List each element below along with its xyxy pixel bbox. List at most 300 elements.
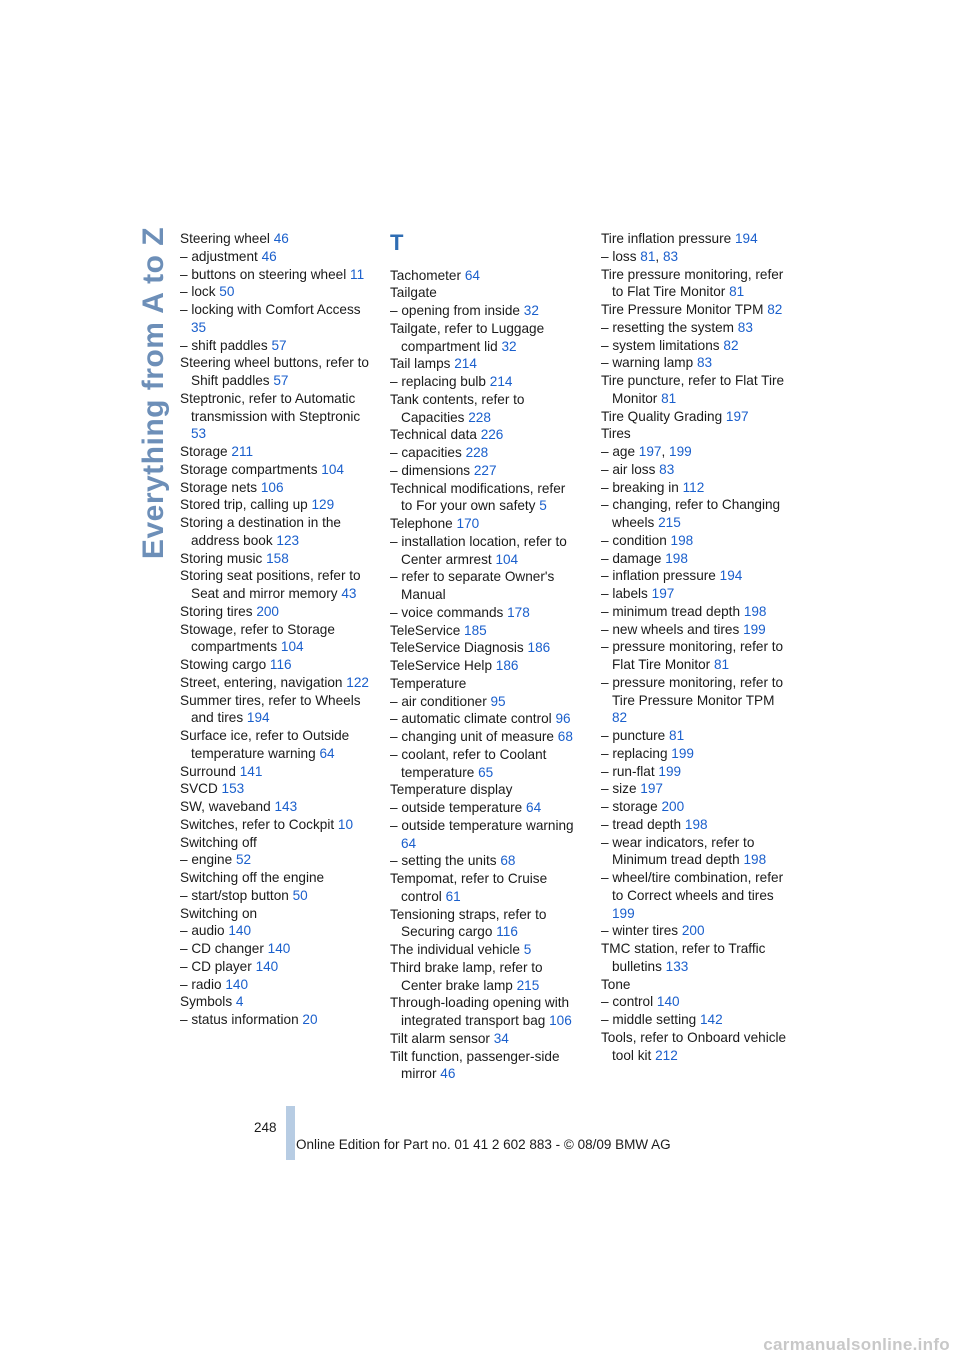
index-entry bbox=[390, 302, 580, 320]
index-entry bbox=[390, 817, 580, 853]
page-reference-link[interactable]: 104 bbox=[280, 639, 304, 655]
page-reference-link[interactable]: 82 bbox=[723, 337, 739, 353]
page-reference-link[interactable]: 104 bbox=[321, 461, 344, 477]
index-entry bbox=[180, 656, 370, 674]
page-reference-link[interactable]: 170 bbox=[456, 516, 480, 531]
index-entry bbox=[601, 780, 791, 798]
index-entry-text: Storage nets bbox=[180, 479, 261, 495]
index-entry-text: SVCD bbox=[180, 781, 222, 797]
page-reference-link[interactable]: 197 bbox=[640, 781, 663, 797]
index-entry-text: Through-loading opening with integrated transport bag bbox=[390, 995, 570, 1028]
index-entry-text: – buttons on steering wheel bbox=[180, 266, 351, 282]
index-entry-text: – installation location, refer to Center armrest bbox=[390, 533, 567, 567]
index-entry-text: Tire puncture, refer to Flat Tire Monitor bbox=[601, 373, 785, 406]
index-entry bbox=[180, 514, 370, 550]
index-entry bbox=[601, 354, 791, 372]
index-entry-text: – middle setting bbox=[601, 1012, 700, 1027]
index-entry bbox=[180, 798, 370, 816]
index-entry-text: – winter tires bbox=[601, 923, 682, 939]
page-reference-link[interactable]: 185 bbox=[464, 622, 487, 638]
index-entry bbox=[180, 337, 370, 355]
index-entry-text: – puncture bbox=[601, 728, 670, 743]
index-entry-text: – lock bbox=[180, 284, 220, 300]
index-column-3 bbox=[601, 230, 791, 1064]
page-reference-link[interactable]: 194 bbox=[246, 710, 270, 726]
page-reference-link[interactable]: 158 bbox=[266, 550, 289, 566]
index-entry-text: – minimum tread depth bbox=[601, 603, 744, 619]
index-entry bbox=[390, 657, 580, 675]
index-column-1 bbox=[180, 230, 370, 1029]
index-entry bbox=[390, 639, 580, 657]
index-entry bbox=[601, 603, 791, 621]
page-reference-link[interactable]: 140 bbox=[267, 941, 291, 956]
index-entry bbox=[601, 1011, 791, 1029]
index-entry-text: Tachometer bbox=[390, 267, 465, 283]
page-reference-link[interactable]: 214 bbox=[489, 374, 513, 389]
page-reference-link[interactable]: 200 bbox=[681, 923, 705, 939]
page-reference-link[interactable]: 228 bbox=[468, 409, 491, 425]
index-entry-text: – capacities bbox=[390, 445, 466, 460]
index-entry bbox=[601, 940, 791, 976]
index-entry-text: – air conditioner bbox=[390, 693, 491, 709]
index-entry bbox=[601, 816, 791, 834]
page-reference-link[interactable]: 64 bbox=[526, 800, 542, 815]
index-entry-text: Tempomat, refer to Cruise control bbox=[390, 871, 548, 904]
index-entry bbox=[180, 851, 370, 869]
index-entry-text: – replacing bulb bbox=[390, 374, 490, 389]
page-reference-link[interactable]: 82 bbox=[767, 302, 783, 317]
index-entry-text: TeleService Help bbox=[390, 658, 496, 673]
page-reference-link[interactable]: 81 bbox=[640, 248, 656, 264]
index-entry bbox=[180, 869, 370, 887]
index-entry-text: Steptronic, refer to Automatic transmission with Steptronic bbox=[180, 390, 361, 424]
index-entry bbox=[601, 408, 791, 426]
page-reference-link[interactable]: 140 bbox=[225, 976, 249, 992]
index-entry-text: – opening from inside bbox=[390, 303, 524, 318]
index-entry-text: – labels bbox=[601, 586, 652, 601]
index-entry bbox=[601, 230, 791, 248]
index-entry-text: – tread depth bbox=[601, 816, 685, 832]
page-reference-link[interactable]: 83 bbox=[696, 355, 713, 371]
index-entry bbox=[180, 550, 370, 568]
page-reference-link[interactable]: 212 bbox=[655, 1047, 678, 1063]
index-entry bbox=[390, 781, 580, 799]
page-reference-link[interactable]: 215 bbox=[516, 977, 540, 993]
page-reference-link[interactable]: 64 bbox=[401, 835, 417, 851]
page-reference-link[interactable]: 199 bbox=[658, 763, 682, 779]
index-entry-text: TeleService Diagnosis bbox=[390, 640, 528, 656]
index-entry bbox=[180, 266, 370, 284]
index-entry bbox=[180, 443, 370, 461]
page-reference-link[interactable]: 199 bbox=[671, 745, 694, 761]
index-entry-text: – radio bbox=[180, 976, 226, 992]
index-entry-text: Tone bbox=[601, 976, 631, 992]
index-entry-text: – air loss bbox=[601, 461, 660, 477]
index-entry bbox=[390, 622, 580, 640]
index-entry-text: Symbols bbox=[180, 994, 236, 1010]
index-entry-text: – automatic climate control bbox=[390, 711, 556, 727]
index-entry bbox=[601, 319, 791, 337]
index-letter-heading: T bbox=[390, 230, 404, 255]
index-entry-text: Tools, refer to Onboard vehicle tool kit bbox=[601, 1029, 787, 1063]
page-reference-link[interactable]: 199 bbox=[743, 621, 766, 637]
page-reference-link[interactable]: 143 bbox=[274, 799, 298, 814]
page-reference-link[interactable]: 57 bbox=[273, 373, 289, 388]
index-entry bbox=[601, 567, 791, 585]
index-entry-text: Street, entering, navigation bbox=[180, 674, 347, 690]
index-entry bbox=[390, 710, 580, 728]
page-reference-link[interactable]: 64 bbox=[319, 745, 335, 761]
page-reference-link[interactable]: 64 bbox=[464, 267, 480, 283]
index-entry bbox=[390, 994, 580, 1030]
index-entry bbox=[180, 496, 370, 514]
index-entry-text: – loss bbox=[601, 248, 641, 264]
index-entry bbox=[180, 390, 370, 443]
index-entry-text: – dimensions bbox=[390, 462, 474, 478]
index-entry-text: Temperature display bbox=[390, 782, 513, 798]
index-entry bbox=[180, 1011, 370, 1029]
index-entry-text: – changing, refer to Changing wheels bbox=[601, 497, 781, 530]
index-entry-text: – pressure monitoring, refer to Flat Tire Monitor bbox=[601, 639, 784, 672]
page-reference-link[interactable]: 200 bbox=[661, 799, 685, 814]
index-entry-text: – engine bbox=[180, 852, 236, 868]
index-entry-text: – new wheels and tires bbox=[601, 621, 744, 637]
index-entry bbox=[390, 906, 580, 942]
index-entry bbox=[180, 922, 370, 940]
page-reference-link[interactable]: 194 bbox=[719, 568, 743, 584]
page-reference-link[interactable]: 227 bbox=[473, 462, 497, 478]
index-entry bbox=[390, 1048, 580, 1084]
page-reference-link[interactable]: 198 bbox=[670, 532, 694, 548]
index-entry bbox=[601, 532, 791, 550]
index-entry-text: Tailgate bbox=[390, 285, 437, 301]
index-entry-text: – audio bbox=[180, 923, 229, 939]
index-entry bbox=[601, 621, 791, 639]
index-entry-text: – shift paddles bbox=[180, 337, 272, 353]
index-entry-text: – coolant, refer to Coolant temperature bbox=[390, 746, 547, 780]
index-entry-text: TeleService bbox=[390, 622, 465, 638]
index-entry bbox=[390, 533, 580, 569]
index-entry bbox=[390, 852, 580, 870]
page-reference-link[interactable]: 50 bbox=[219, 284, 235, 300]
index-entry bbox=[601, 674, 791, 727]
index-entry-text: Stored trip, calling up bbox=[180, 497, 312, 513]
page-reference-link[interactable]: 142 bbox=[700, 1012, 723, 1027]
index-entry-text: – replacing bbox=[601, 745, 672, 761]
index-entry bbox=[390, 799, 580, 817]
index-entry-text: – status information bbox=[180, 1012, 303, 1027]
page-reference-link[interactable]: 5 bbox=[523, 942, 532, 957]
index-entry bbox=[390, 480, 580, 516]
page-reference-link[interactable]: 197 bbox=[638, 444, 662, 459]
index-entry bbox=[390, 870, 580, 906]
index-entry-text: – inflation pressure bbox=[601, 568, 720, 584]
index-entry bbox=[180, 727, 370, 763]
index-entry bbox=[180, 479, 370, 497]
page-reference-link[interactable]: 116 bbox=[496, 924, 518, 940]
index-entry-text: – outside temperature warning bbox=[390, 817, 574, 833]
page-reference-link[interactable]: 197 bbox=[651, 586, 675, 601]
page-reference-link[interactable]: 46 bbox=[273, 231, 289, 246]
index-entry-text: Tire inflation pressure bbox=[601, 231, 735, 246]
page-reference-link[interactable]: 50 bbox=[292, 887, 308, 903]
page-reference-link[interactable]: 34 bbox=[493, 1030, 509, 1046]
index-entry-text: Summer tires, refer to Wheels and tires bbox=[180, 692, 361, 726]
page-reference-link[interactable]: 52 bbox=[235, 852, 252, 868]
page-reference-link[interactable]: 215 bbox=[658, 515, 681, 530]
index-entry bbox=[601, 479, 791, 497]
index-entry-text: – voice commands bbox=[390, 604, 508, 620]
index-entry bbox=[390, 426, 580, 444]
index-entry-text: – adjustment bbox=[180, 248, 262, 264]
index-entry bbox=[180, 976, 370, 994]
index-entry bbox=[390, 941, 580, 959]
index-entry bbox=[180, 763, 370, 781]
index-entry bbox=[180, 958, 370, 976]
page-reference-link[interactable]: 32 bbox=[523, 303, 539, 318]
index-entry bbox=[601, 266, 791, 302]
page-reference-link[interactable]: 153 bbox=[221, 781, 245, 797]
page-reference-link[interactable]: 129 bbox=[311, 497, 335, 513]
page-reference-link[interactable]: 122 bbox=[346, 674, 369, 690]
page-reference-link[interactable]: 46 bbox=[440, 1066, 456, 1082]
page-reference-link[interactable]: 140 bbox=[656, 994, 680, 1010]
page-reference-link[interactable]: 10 bbox=[337, 816, 354, 832]
index-entry-text: – wear indicators, refer to Minimum tread depth bbox=[601, 834, 755, 868]
index-entry-text: – start/stop button bbox=[180, 887, 293, 903]
index-entry-text: Switching off bbox=[180, 834, 257, 850]
index-entry bbox=[390, 444, 580, 462]
index-entry bbox=[601, 993, 791, 1011]
index-entry-text: Temperature bbox=[390, 675, 467, 691]
index-entry bbox=[601, 727, 791, 745]
index-entry bbox=[180, 621, 370, 657]
page-reference-link[interactable]: 198 bbox=[743, 603, 767, 619]
page-reference-link[interactable]: 197 bbox=[725, 408, 749, 424]
page-reference-link[interactable]: 83 bbox=[659, 461, 675, 477]
index-entry-text: Tensioning straps, refer to Securing cargo bbox=[390, 906, 547, 940]
page-reference-link[interactable]: 186 bbox=[527, 640, 551, 656]
index-entry bbox=[390, 1030, 580, 1048]
index-entry-text: – setting the units bbox=[390, 853, 501, 869]
page-reference-link[interactable]: 20 bbox=[302, 1012, 318, 1027]
page-reference-link[interactable]: 116 bbox=[269, 657, 292, 672]
page-reference-link[interactable]: 141 bbox=[239, 763, 263, 779]
index-entry bbox=[180, 567, 370, 603]
index-entry bbox=[180, 905, 370, 923]
section-side-title bbox=[134, 228, 174, 558]
index-entry bbox=[601, 869, 791, 922]
index-entry-text: – outside temperature bbox=[390, 800, 527, 815]
index-entry bbox=[180, 692, 370, 728]
index-entry bbox=[180, 887, 370, 905]
index-entry bbox=[390, 604, 580, 622]
index-entry bbox=[180, 230, 370, 248]
page-reference-link[interactable]: 83 bbox=[737, 319, 753, 335]
index-entry bbox=[601, 372, 791, 408]
index-entry bbox=[601, 337, 791, 355]
index-entry-text: – age bbox=[601, 444, 639, 459]
index-entry-text: Steering wheel buttons, refer to Shift paddles bbox=[180, 355, 369, 388]
index-entry bbox=[390, 373, 580, 391]
index-entry-text: Stowing cargo bbox=[180, 657, 270, 672]
page-reference-link[interactable]: 140 bbox=[228, 923, 252, 939]
index-entry-text: – damage bbox=[601, 550, 666, 566]
index-entry-text: – breaking in bbox=[601, 479, 683, 495]
index-entry-text: Storing tires bbox=[180, 603, 257, 619]
index-entry-text: TMC station, refer to Traffic bulletins bbox=[601, 941, 766, 974]
page-reference-link[interactable]: 194 bbox=[734, 231, 758, 246]
page-reference-link[interactable]: 199 bbox=[669, 444, 692, 459]
index-entry-text: Steering wheel bbox=[180, 231, 274, 246]
page-reference-link[interactable]: 178 bbox=[507, 604, 530, 620]
index-entry bbox=[180, 674, 370, 692]
page-reference-link[interactable]: 11 bbox=[350, 266, 365, 282]
index-entry-text: Third brake lamp, refer to Center brake lamp bbox=[390, 959, 543, 993]
index-column-2 bbox=[390, 230, 580, 1083]
index-entry bbox=[180, 248, 370, 266]
page-reference-link[interactable]: 43 bbox=[341, 586, 357, 601]
index-entry bbox=[601, 834, 791, 870]
index-entry bbox=[390, 746, 580, 782]
page-reference-link[interactable]: 112 bbox=[682, 479, 705, 495]
page-reference-link[interactable]: 32 bbox=[501, 338, 517, 354]
index-entry bbox=[601, 461, 791, 479]
index-entry-text: – resetting the system bbox=[601, 319, 738, 335]
index-entry bbox=[180, 993, 370, 1011]
page-reference-link[interactable]: 226 bbox=[480, 427, 504, 443]
page-reference-link[interactable]: 35 bbox=[191, 319, 207, 335]
page-reference-link[interactable]: 133 bbox=[665, 958, 689, 974]
index-entry bbox=[390, 728, 580, 746]
index-entry-text: Tilt alarm sensor bbox=[390, 1030, 494, 1046]
index-entry bbox=[390, 391, 580, 427]
footer-edition-text: Online Edition for Part no. 01 41 2 602 883 - © 08/09 BMW AG bbox=[296, 1137, 671, 1152]
page-reference-link[interactable]: 81 bbox=[661, 390, 677, 406]
index-entry bbox=[390, 693, 580, 711]
index-entry-text: – CD player bbox=[180, 958, 256, 974]
index-entry-text: – condition bbox=[601, 532, 671, 548]
page-reference-link[interactable]: 214 bbox=[454, 356, 477, 372]
page-reference-link[interactable]: 198 bbox=[684, 816, 708, 832]
index-entry bbox=[180, 816, 370, 834]
page-reference-link[interactable]: 199 bbox=[612, 905, 635, 921]
index-entry bbox=[180, 301, 370, 337]
page-reference-link[interactable]: 104 bbox=[495, 551, 519, 567]
index-entry-text: – run-flat bbox=[601, 763, 659, 779]
page-reference-link[interactable]: 198 bbox=[743, 852, 767, 868]
index-entry-text: Stowage, refer to Storage compartments bbox=[180, 621, 335, 655]
page-reference-link[interactable]: 106 bbox=[549, 1013, 572, 1028]
index-entry-text: – changing unit of measure bbox=[390, 729, 558, 744]
index-entry-text: – size bbox=[601, 781, 641, 797]
index-entry-text: Surround bbox=[180, 763, 240, 779]
page-reference-link[interactable]: 83 bbox=[662, 248, 679, 264]
index-entry-text: – warning lamp bbox=[601, 355, 697, 371]
page-reference-link[interactable]: 198 bbox=[665, 550, 688, 566]
index-entry-text: Technical modifications, refer to For your own safety bbox=[390, 480, 566, 514]
index-entry-text: Switching on bbox=[180, 905, 258, 921]
page-reference-link[interactable]: 123 bbox=[276, 532, 300, 548]
index-entry bbox=[390, 959, 580, 995]
index-entry-text: Surface ice, refer to Outside temperature warning bbox=[180, 728, 350, 761]
index-entry bbox=[601, 425, 791, 443]
side-title-text: Everything from A to Z bbox=[137, 226, 170, 560]
index-entry-text: Tilt function, passenger-side mirror bbox=[390, 1048, 560, 1082]
index-entry bbox=[601, 301, 791, 319]
page-reference-link[interactable]: 46 bbox=[261, 248, 277, 264]
index-entry bbox=[180, 603, 370, 621]
page-reference-link[interactable]: 186 bbox=[495, 658, 519, 673]
page-reference-link[interactable]: 82 bbox=[612, 710, 628, 726]
index-entry bbox=[390, 355, 580, 373]
page-reference-link[interactable]: 57 bbox=[271, 337, 287, 353]
index-entry bbox=[390, 320, 580, 356]
index-entry bbox=[601, 585, 791, 603]
page-reference-link[interactable]: 68 bbox=[557, 729, 573, 744]
index-entry-text: – wheel/tire combination, refer to Correct wheels and tires bbox=[601, 870, 784, 903]
index-entry: – age 197, 199 bbox=[601, 444, 692, 459]
index-entry-text: Tires bbox=[601, 426, 631, 442]
page-reference-link[interactable]: 95 bbox=[490, 693, 506, 709]
page-reference-link[interactable]: 211 bbox=[231, 444, 254, 459]
index-entry bbox=[390, 515, 580, 533]
index-entry-text: Tire pressure monitoring, refer to Flat Tire Monitor bbox=[601, 266, 784, 300]
index-entry-text: Tank contents, refer to Capacities bbox=[390, 391, 525, 425]
index-entry-text: – refer to separate Owner's Manual bbox=[390, 569, 555, 602]
page-reference-link[interactable]: 61 bbox=[445, 888, 461, 904]
index-entry bbox=[390, 462, 580, 480]
index-entry-text: Tailgate, refer to Luggage compartment lid bbox=[390, 320, 545, 354]
index-entry-text: – system limitations bbox=[601, 337, 724, 353]
index-entry-text: Storage bbox=[180, 444, 232, 459]
index-entry-text: Storing music bbox=[180, 550, 267, 566]
index-entry bbox=[180, 283, 370, 301]
page-reference-link[interactable]: 5 bbox=[539, 498, 547, 514]
page-number: 248 bbox=[254, 1120, 277, 1135]
index-entry-text: Tire Pressure Monitor TPM bbox=[601, 302, 768, 317]
page-reference-link[interactable]: 228 bbox=[465, 445, 489, 460]
index-entry-text: Tail lamps bbox=[390, 356, 455, 372]
index-entry-text: – locking with Comfort Access bbox=[180, 302, 361, 317]
page-reference-link[interactable]: 140 bbox=[255, 958, 279, 974]
index-entry bbox=[390, 675, 580, 693]
index-entry-text: Technical data bbox=[390, 427, 481, 443]
page-reference-link[interactable]: 4 bbox=[235, 994, 244, 1010]
page-reference-link[interactable]: 68 bbox=[500, 853, 516, 869]
index-entry-text: SW, waveband bbox=[180, 799, 275, 814]
index-entry bbox=[601, 496, 791, 532]
page-reference-link[interactable]: 106 bbox=[260, 479, 284, 495]
index-entry bbox=[601, 922, 791, 940]
page-reference-link[interactable]: 53 bbox=[191, 426, 207, 442]
page-reference-link[interactable]: 81 bbox=[669, 728, 685, 743]
index-entry bbox=[180, 354, 370, 390]
index-entry-text: Tire Quality Grading bbox=[601, 408, 726, 424]
index-entry-text: Switches, refer to Cockpit bbox=[180, 816, 338, 832]
index-entry-text: – pressure monitoring, refer to Tire Pressure Monitor TPM bbox=[601, 674, 784, 708]
page-reference-link[interactable]: 65 bbox=[478, 764, 494, 780]
index-entry bbox=[180, 834, 370, 852]
index-entry bbox=[601, 763, 791, 781]
page-reference-link[interactable]: 96 bbox=[555, 711, 571, 727]
page-reference-link[interactable]: 81 bbox=[729, 284, 745, 300]
index-entry bbox=[390, 568, 580, 604]
index-entry-text: Storing a destination in the address book bbox=[180, 515, 341, 548]
page-reference-link[interactable]: 81 bbox=[713, 657, 730, 672]
index-entry: – loss 81, 83 bbox=[601, 248, 679, 264]
page-reference-link[interactable]: 200 bbox=[256, 603, 279, 619]
